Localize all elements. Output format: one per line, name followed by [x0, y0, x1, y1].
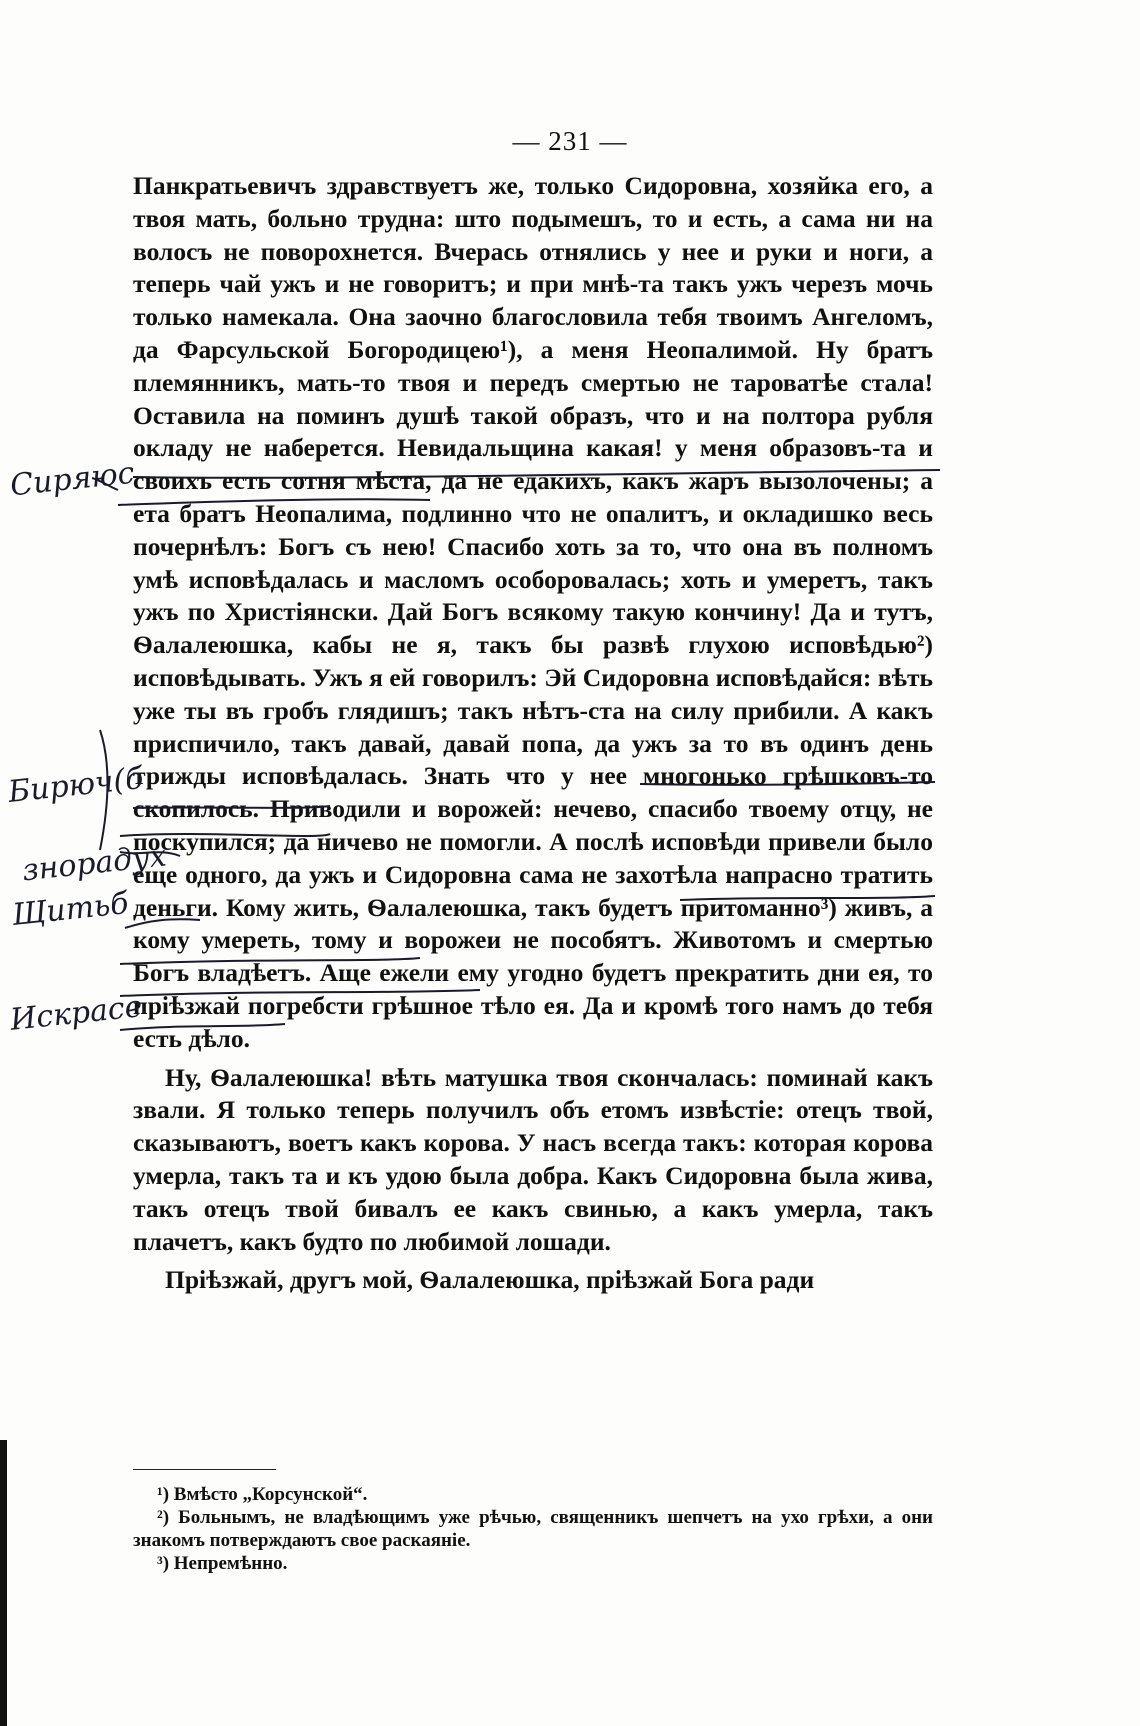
- margin-note-3: знорадух: [20, 838, 169, 889]
- margin-bracket-1: [100, 730, 108, 850]
- margin-note-5: Искрасе: [8, 989, 144, 1038]
- margin-note-2: Бирюч(б: [6, 761, 146, 810]
- margin-note-4: Щитьб: [10, 885, 131, 934]
- paragraph-2: Ну, Ѳалалеюшка! вѣть матушка твоя скончалась: поминай какъ звали. Я только теперь получилъ объ етомъ извѣстіе: отецъ твой, сказываютъ, воетъ какъ корова. У насъ всегда такъ: которая корова умерла, такъ та и къ удою была добра. Какъ Сидоровна была жива, такъ отецъ твой бивалъ ее какъ свинью, а какъ умерла, такъ плачетъ, какъ будто по любимой лошади.: [133, 1062, 933, 1256]
- margin-connector-1: [92, 478, 118, 490]
- footnote-divider: [133, 1469, 276, 1470]
- margin-note-1: Сиряюс: [8, 455, 137, 504]
- footnote-2: ²) Больнымъ, не владѣющимъ уже рѣчью, священникъ шепчетъ на ухо грѣхи, а они знакомъ потверждаютъ свое раскаяніе.: [133, 1507, 933, 1551]
- main-text: [133, 170, 933, 1297]
- footnote-1: ¹) Вмѣсто „Корсунской“.: [157, 1484, 368, 1505]
- paragraph-3: Пріѣзжай, другъ мой, Ѳалалеюшка, пріѣзжай Бога ради: [165, 1265, 815, 1295]
- footnotes: [133, 1483, 933, 1575]
- page-number: — 231 —: [512, 126, 628, 156]
- scan-edge-bar: [0, 1440, 7, 1726]
- footnote-3: ³) Непремѣнно.: [157, 1553, 288, 1574]
- paragraph-1: Панкратьевичъ здравствуетъ же, только Сидоровна, хозяйка его, а твоя мать, больно трудна: што подымешъ, то и есть, а сама ни на волосъ не поворохнется. Вчерась отнялись у нее и руки и ноги, а теперь чай ужъ и не говоритъ; и при мнѣ-та такъ ужъ черезъ мочь только намекала. Она заочно благословила тебя твоимъ Ангеломъ, да Фарсульской Богородицею¹), а меня Неопалимой. Ну братъ племянникъ, мать-то твоя и передъ смертью не тароватѣе стала! Оставила на поминъ душѣ такой образъ, что и на полтора рубля окладу не наберется. Невидальщина какая! у меня образовъ-та и своихъ есть сотня мѣста, да не едакихъ, какъ жаръ вызолочены; а ета братъ Неопалима, подлинно что не опалитъ, и окладишко весь почернѣлъ: Богъ съ нею! Спасибо хоть за то, что она въ полномъ умѣ исповѣдалась и масломъ особоровалась; хоть и умеретъ, такъ ужъ по Христіянски. Дай Богъ всякому такую кончину! Да и тутъ, Ѳалалеюшка, кабы не я, такъ бы развѣ глухою исповѣдью²) исповѣдывать. Ужъ я ей говорилъ: Эй Сидоровна исповѣдайся: вѣть уже ты въ гробъ глядишъ; такъ нѣтъ-ста на силу прибили. А какъ приспичило, такъ давай, давай попа, да ужъ за то въ одинъ день трижды исповѣдалась. Знать что у нее многонько грѣшковъ-то скопилось. Приводили и ворожей: нечево, спасибо твоему отцу, не поскупился; да ничево не помогли. А послѣ исповѣди привели было еще одного, да ужъ и Сидоровна сама не захотѣла напрасно тратить деньги. Кому жить, Ѳалалеюшка, такъ будетъ притоманно³) живъ, а кому умереть, тому и ворожеи не пособятъ. Животомъ и смертью Богъ владѣетъ. Аще ежели ему угодно будетъ прекратить дни ея, то пріѣзжай погребсти грѣшное тѣло ея. Да и кромѣ того намъ до тебя есть дѣло.: [133, 171, 933, 1053]
